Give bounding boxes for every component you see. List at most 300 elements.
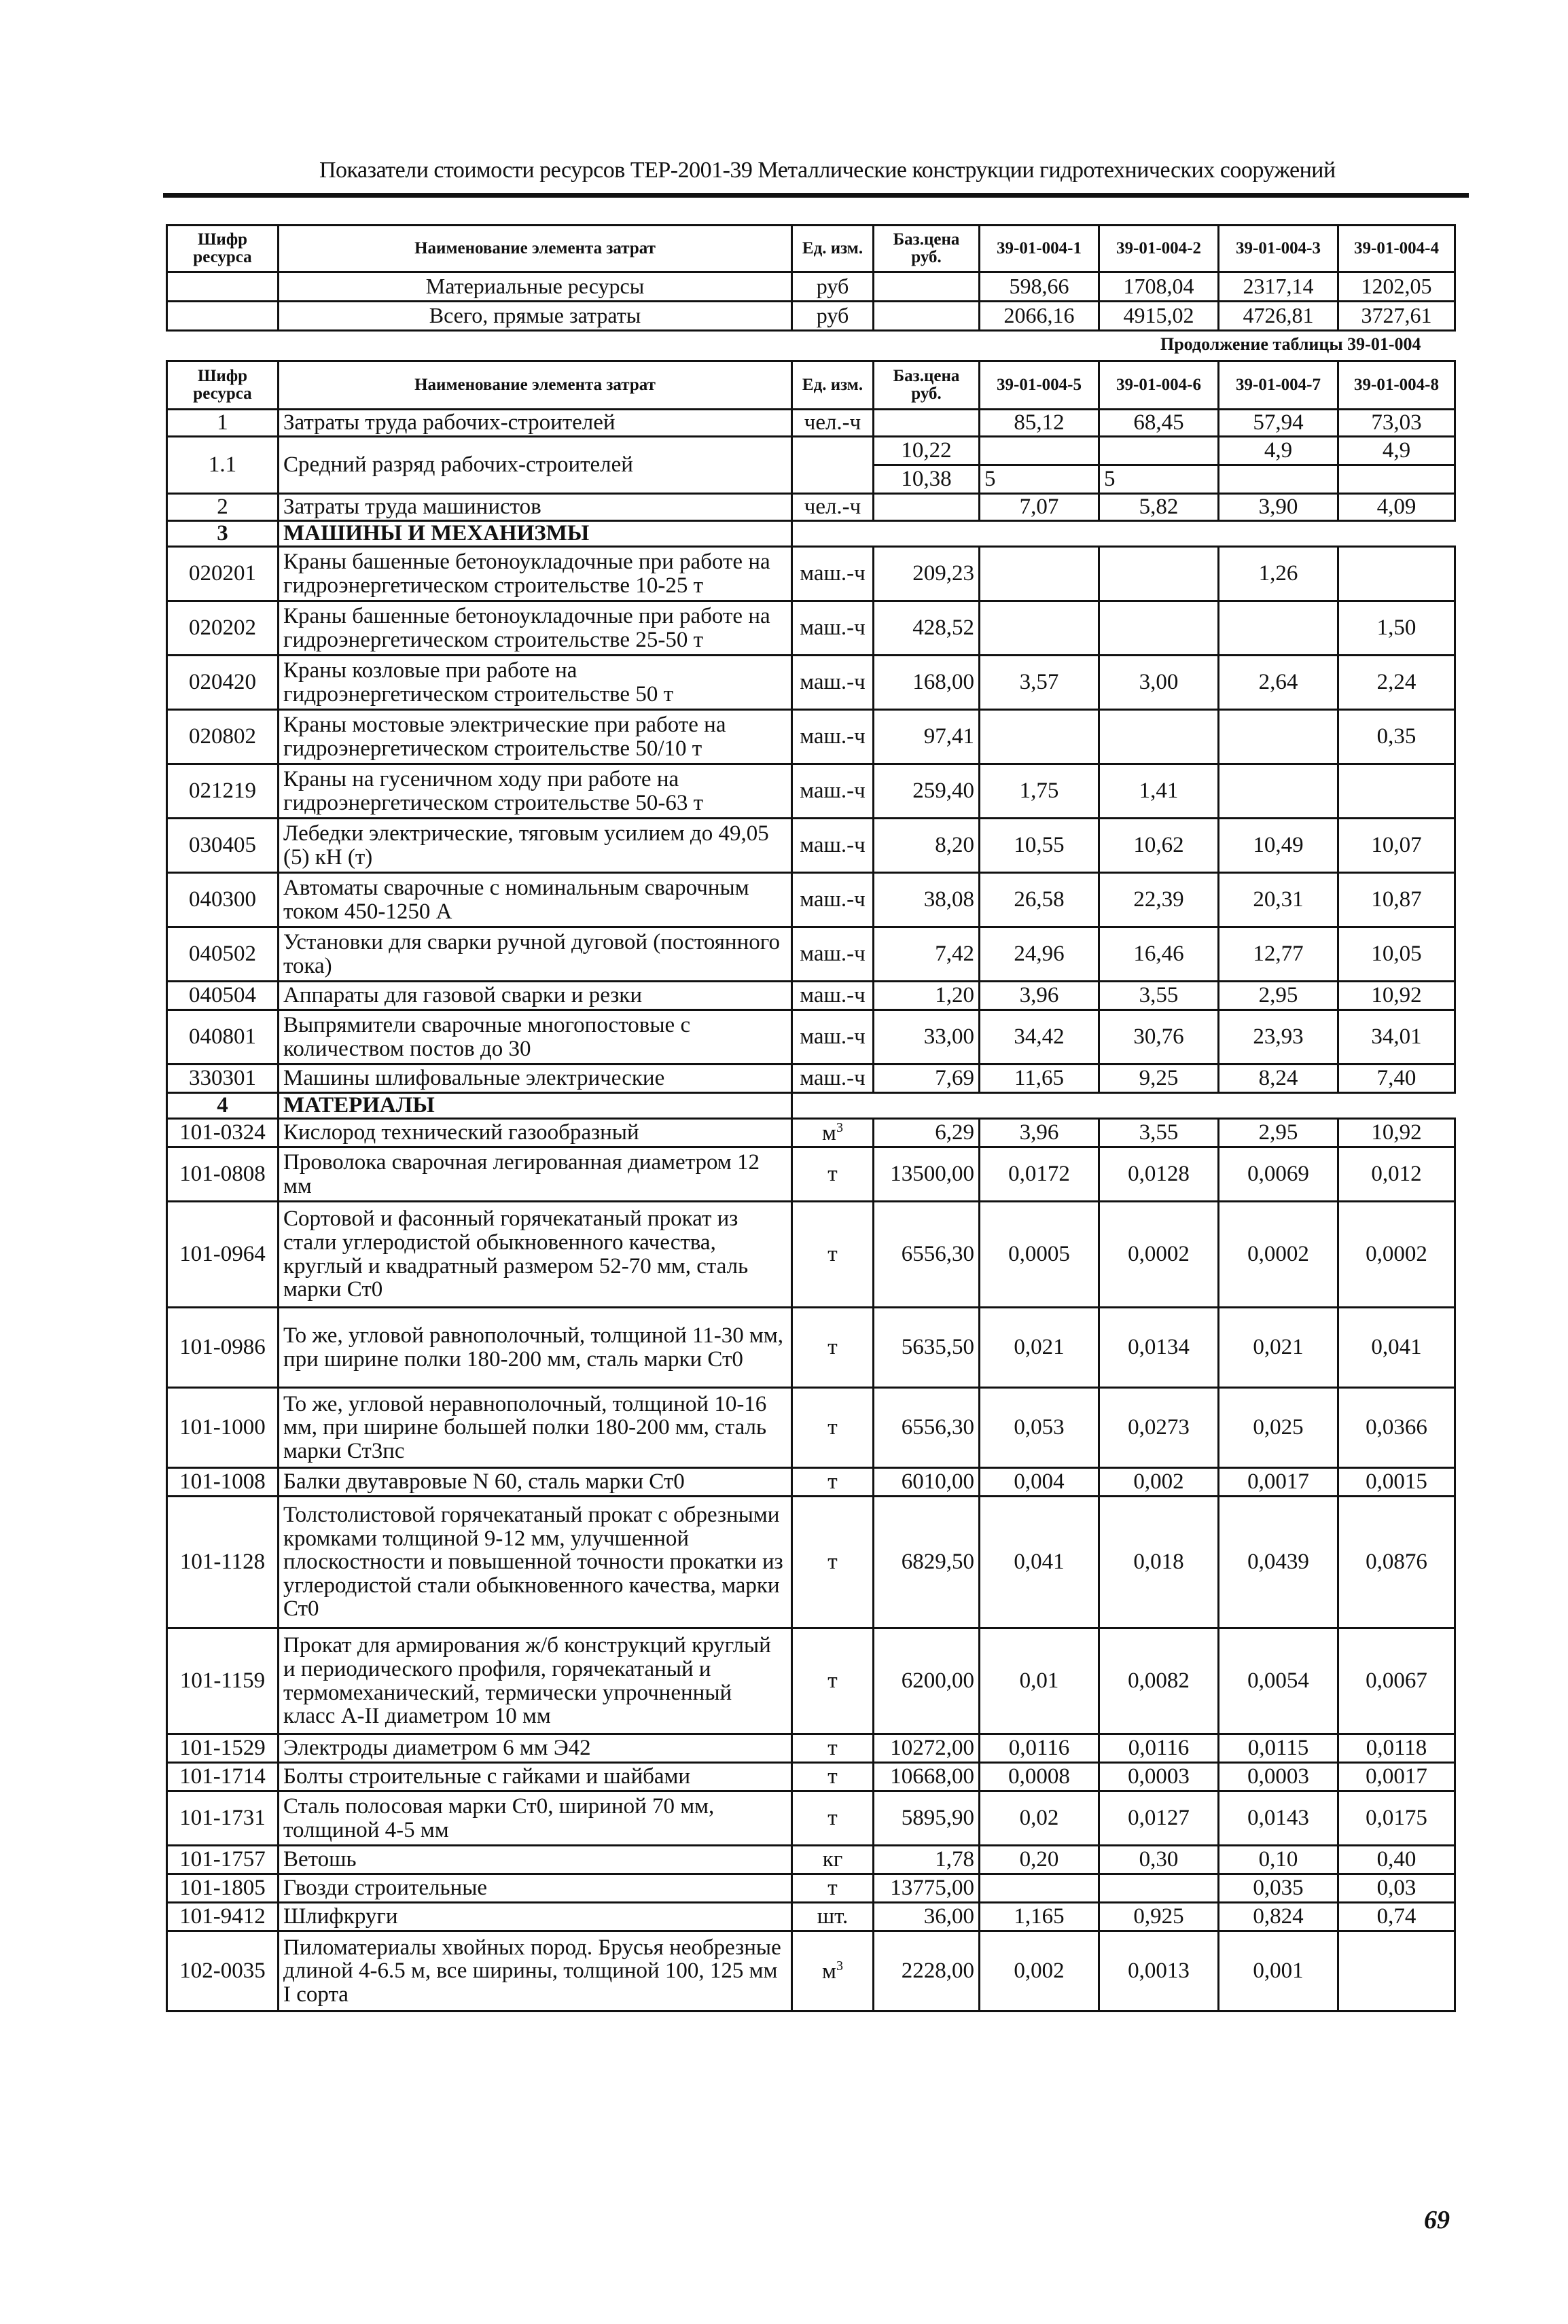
name-cell: Ветошь — [279, 1846, 792, 1874]
empty-cell — [1099, 521, 1219, 547]
value-cell: 1708,04 — [1099, 272, 1219, 302]
value-cell: 0,0067 — [1338, 1628, 1455, 1734]
value-cell: 0,002 — [980, 1931, 1099, 2012]
value-cell: 0,0172 — [980, 1147, 1099, 1202]
price-cell: 6556,30 — [874, 1388, 980, 1468]
unit-cell — [792, 1846, 874, 1874]
value-cell — [980, 1874, 1099, 1903]
value-cell: 0,0366 — [1338, 1388, 1455, 1468]
value-cell: 0,0273 — [1099, 1388, 1219, 1468]
price-cell: 2228,00 — [874, 1931, 980, 2012]
name-cell: Затраты труда рабочих-строителей — [279, 410, 792, 437]
unit-text: маш.-ч — [800, 779, 866, 804]
value-cell: 0,03 — [1338, 1874, 1455, 1903]
code-cell — [167, 272, 279, 302]
value-cell: 34,01 — [1338, 1010, 1455, 1065]
value-cell: 5 — [980, 465, 1099, 494]
code-cell: 101-9412 — [167, 1903, 279, 1931]
table-row — [167, 710, 1455, 764]
name-cell: Аппараты для газовой сварки и резки — [279, 982, 792, 1010]
value-cell — [1099, 547, 1219, 601]
empty-cell — [1219, 521, 1338, 547]
table-row — [167, 1119, 1455, 1147]
name-cell: Средний разряд рабочих-строителей — [279, 437, 792, 494]
header-cell: 39-01-004-3 — [1219, 226, 1338, 272]
empty-cell — [1338, 1093, 1455, 1119]
value-cell: 0,0116 — [980, 1734, 1099, 1763]
code-cell: 030405 — [167, 819, 279, 873]
price-cell: 97,41 — [874, 710, 980, 764]
code-cell: 101-0324 — [167, 1119, 279, 1147]
name-cell: Машины шлифовальные электрические — [279, 1065, 792, 1093]
value-cell: 3,96 — [980, 982, 1099, 1010]
unit-text: маш.-ч — [800, 833, 866, 858]
name-cell: Кислород технический газообразный — [279, 1119, 792, 1147]
empty-cell — [1338, 521, 1455, 547]
empty-cell — [874, 521, 980, 547]
value-cell: 0,40 — [1338, 1846, 1455, 1874]
header-cell: 39-01-004-1 — [980, 226, 1099, 272]
name-cell: Проволока сварочная легированная диаметром 12 мм — [279, 1147, 792, 1202]
unit-text: маш.-ч — [800, 561, 866, 586]
price-cell: 10,22 — [874, 437, 980, 465]
value-cell — [1099, 1874, 1219, 1903]
value-cell: 3,90 — [1219, 494, 1338, 521]
empty-cell — [980, 1093, 1099, 1119]
table-row — [167, 1147, 1455, 1202]
code-cell: 020202 — [167, 601, 279, 656]
unit-cell — [792, 656, 874, 710]
table-row — [167, 1903, 1455, 1931]
table-row — [167, 1388, 1455, 1468]
unit-cell — [792, 1874, 874, 1903]
value-cell: 0,0175 — [1338, 1791, 1455, 1846]
code-cell: 330301 — [167, 1065, 279, 1093]
value-cell — [1099, 437, 1219, 465]
value-cell: 2,95 — [1219, 1119, 1338, 1147]
header-cell: Наименование элемента затрат — [279, 226, 792, 272]
table-row — [167, 1628, 1455, 1734]
unit-text: м — [822, 1959, 836, 1984]
section-number: 4 — [167, 1093, 279, 1119]
name-cell: Автоматы сварочные с номинальным сварочным током 450-1250 А — [279, 873, 792, 927]
name-cell: Гвозди строительные — [279, 1874, 792, 1903]
unit-text: маш.-ч — [800, 724, 866, 749]
value-cell: 4726,81 — [1219, 302, 1338, 331]
value-cell — [1099, 710, 1219, 764]
name-cell: Установки для сварки ручной дуговой (постоянного тока) — [279, 927, 792, 982]
value-cell: 0,0128 — [1099, 1147, 1219, 1202]
value-cell: 4915,02 — [1099, 302, 1219, 331]
code-cell: 101-0808 — [167, 1147, 279, 1202]
unit-cell — [792, 1010, 874, 1065]
price-cell: 36,00 — [874, 1903, 980, 1931]
code-cell: 020201 — [167, 547, 279, 601]
value-cell: 3,00 — [1099, 656, 1219, 710]
price-cell: 10272,00 — [874, 1734, 980, 1763]
value-cell — [980, 437, 1099, 465]
table-row — [167, 1846, 1455, 1874]
value-cell: 2066,16 — [980, 302, 1099, 331]
unit-text: м — [822, 1120, 836, 1145]
value-cell: 0,0005 — [980, 1202, 1099, 1308]
unit-text: маш.-ч — [800, 1024, 866, 1050]
price-cell: 6,29 — [874, 1119, 980, 1147]
code-cell — [167, 302, 279, 331]
value-cell: 0,0115 — [1219, 1734, 1338, 1763]
value-cell: 10,05 — [1338, 927, 1455, 982]
price-cell — [874, 272, 980, 302]
section-number: 3 — [167, 521, 279, 547]
code-cell: 101-1008 — [167, 1468, 279, 1497]
value-cell: 0,0054 — [1219, 1628, 1338, 1734]
unit-superscript: 3 — [836, 1120, 843, 1135]
value-cell: 1,75 — [980, 764, 1099, 819]
unit-cell — [792, 819, 874, 873]
name-cell: Толстолистовой горячекатаный прокат с обрезными кромками толщиной 9-12 мм, улучшенной плоскостности и повышенной точности прокатки из углеродистой стали обыкновенного качества, марки Ст0 — [279, 1497, 792, 1628]
unit-text: т — [827, 1415, 838, 1440]
main-header-row — [167, 361, 1455, 410]
value-cell — [1099, 601, 1219, 656]
value-cell: 0,041 — [980, 1497, 1099, 1628]
code-cell: 1 — [167, 410, 279, 437]
value-cell: 85,12 — [980, 410, 1099, 437]
name-cell: Сортовой и фасонный горячекатаный прокат из стали углеродистой обыкновенного качества, круглый и квадратный размером 52-70 мм, сталь марки Ст0 — [279, 1202, 792, 1308]
table-row — [167, 1791, 1455, 1846]
unit-cell — [792, 1931, 874, 2012]
value-cell — [1338, 1931, 1455, 2012]
price-cell: 5895,90 — [874, 1791, 980, 1846]
value-cell: 0,0015 — [1338, 1468, 1455, 1497]
code-cell: 101-1128 — [167, 1497, 279, 1628]
table-row — [167, 437, 1455, 465]
name-cell: Электроды диаметром 6 мм Э42 — [279, 1734, 792, 1763]
unit-superscript: 3 — [836, 1958, 843, 1973]
value-cell: 10,92 — [1338, 1119, 1455, 1147]
header-cell: 39-01-004-6 — [1099, 361, 1219, 410]
unit-cell: руб — [792, 302, 874, 331]
value-cell: 12,77 — [1219, 927, 1338, 982]
value-cell: 0,004 — [980, 1468, 1099, 1497]
page-number: 69 — [1424, 2206, 1450, 2234]
value-cell: 2317,14 — [1219, 272, 1338, 302]
value-cell: 598,66 — [980, 272, 1099, 302]
header-cell: Ед. изм. — [792, 226, 874, 272]
value-cell: 22,39 — [1099, 873, 1219, 927]
code-cell: 101-1757 — [167, 1846, 279, 1874]
value-cell: 0,0017 — [1219, 1468, 1338, 1497]
value-cell: 3727,61 — [1338, 302, 1455, 331]
value-cell: 0,824 — [1219, 1903, 1338, 1931]
unit-text: маш.-ч — [800, 887, 866, 912]
code-cell: 101-1805 — [167, 1874, 279, 1903]
value-cell: 24,96 — [980, 927, 1099, 982]
unit-text: маш.-ч — [800, 670, 866, 695]
price-cell: 168,00 — [874, 656, 980, 710]
name-cell: То же, угловой равнополочный, толщиной 11-30 мм, при ширине полки 180-200 мм, сталь марки Ст0 — [279, 1308, 792, 1388]
value-cell: 0,021 — [1219, 1308, 1338, 1388]
value-cell: 0,925 — [1099, 1903, 1219, 1931]
unit-cell — [792, 710, 874, 764]
table-row — [167, 1497, 1455, 1628]
value-cell — [1338, 465, 1455, 494]
section-title: МАШИНЫ И МЕХАНИЗМЫ — [279, 521, 792, 547]
unit-cell — [792, 1065, 874, 1093]
table-row — [167, 1065, 1455, 1093]
continuation-label: Продолжение таблицы 39-01-004 — [1160, 334, 1421, 354]
header-cell: 39-01-004-2 — [1099, 226, 1219, 272]
value-cell: 73,03 — [1338, 410, 1455, 437]
unit-cell — [792, 1734, 874, 1763]
value-cell: 0,041 — [1338, 1308, 1455, 1388]
value-cell: 0,30 — [1099, 1846, 1219, 1874]
value-cell: 0,74 — [1338, 1903, 1455, 1931]
header-cell: Ед. изм. — [792, 361, 874, 410]
unit-cell — [792, 601, 874, 656]
price-cell: 6200,00 — [874, 1628, 980, 1734]
code-cell: 040504 — [167, 982, 279, 1010]
value-cell — [1219, 465, 1338, 494]
value-cell: 23,93 — [1219, 1010, 1338, 1065]
header-cell: Шифр ресурса — [167, 361, 279, 410]
value-cell: 0,0127 — [1099, 1791, 1219, 1846]
value-cell: 0,02 — [980, 1791, 1099, 1846]
value-cell: 10,07 — [1338, 819, 1455, 873]
unit-cell: чел.-ч — [792, 410, 874, 437]
empty-cell — [874, 1093, 980, 1119]
name-cell: Затраты труда машинистов — [279, 494, 792, 521]
code-cell: 101-1159 — [167, 1628, 279, 1734]
unit-cell — [792, 1308, 874, 1388]
name-cell: Материальные ресурсы — [279, 272, 792, 302]
summary-header-row — [167, 226, 1455, 272]
value-cell: 0,025 — [1219, 1388, 1338, 1468]
table-row — [167, 1468, 1455, 1497]
name-cell: Балки двутавровые N 60, сталь марки Ст0 — [279, 1468, 792, 1497]
value-cell: 0,0118 — [1338, 1734, 1455, 1763]
unit-text: т — [827, 1876, 838, 1901]
value-cell — [1219, 764, 1338, 819]
unit-text: маш.-ч — [800, 983, 866, 1008]
value-cell: 5,82 — [1099, 494, 1219, 521]
name-cell: Болты строительные с гайками и шайбами — [279, 1763, 792, 1791]
value-cell: 10,92 — [1338, 982, 1455, 1010]
header-cell: 39-01-004-5 — [980, 361, 1099, 410]
price-cell: 8,20 — [874, 819, 980, 873]
value-cell: 0,018 — [1099, 1497, 1219, 1628]
header-cell: Баз.цена руб. — [874, 226, 980, 272]
value-cell: 0,0002 — [1338, 1202, 1455, 1308]
table-row — [167, 547, 1455, 601]
unit-cell — [792, 1202, 874, 1308]
value-cell: 0,053 — [980, 1388, 1099, 1468]
code-cell: 101-1714 — [167, 1763, 279, 1791]
unit-cell — [792, 437, 874, 494]
code-cell: 040300 — [167, 873, 279, 927]
empty-cell — [792, 521, 874, 547]
value-cell: 1,41 — [1099, 764, 1219, 819]
value-cell: 7,07 — [980, 494, 1099, 521]
value-cell: 3,55 — [1099, 1119, 1219, 1147]
unit-text: т — [827, 1806, 838, 1831]
value-cell: 10,62 — [1099, 819, 1219, 873]
name-cell: Краны мостовые электрические при работе на гидроэнергетическом строительстве 50/10 т — [279, 710, 792, 764]
price-cell — [874, 494, 980, 521]
price-cell — [874, 302, 980, 331]
value-cell — [980, 601, 1099, 656]
name-cell: Краны башенные бетоноукладочные при работе на гидроэнергетическом строительстве 10-25 т — [279, 547, 792, 601]
value-cell: 0,01 — [980, 1628, 1099, 1734]
name-cell: То же, угловой неравнополочный, толщиной 10-16 мм, при ширине большей полки 180-200 мм, сталь марки Ст3пс — [279, 1388, 792, 1468]
table-row — [167, 302, 1455, 331]
value-cell: 0,10 — [1219, 1846, 1338, 1874]
name-cell: Выпрямители сварочные многопостовые с количеством постов до 30 — [279, 1010, 792, 1065]
unit-cell — [792, 927, 874, 982]
unit-cell — [792, 1763, 874, 1791]
value-cell — [1219, 601, 1338, 656]
unit-cell — [792, 1468, 874, 1497]
code-cell: 040801 — [167, 1010, 279, 1065]
code-cell: 2 — [167, 494, 279, 521]
value-cell: 10,55 — [980, 819, 1099, 873]
value-cell: 10,87 — [1338, 873, 1455, 927]
table-row — [167, 410, 1455, 437]
table-row — [167, 1010, 1455, 1065]
value-cell: 34,42 — [980, 1010, 1099, 1065]
price-cell: 7,42 — [874, 927, 980, 982]
value-cell: 26,58 — [980, 873, 1099, 927]
table-row — [167, 819, 1455, 873]
header-cell: 39-01-004-4 — [1338, 226, 1455, 272]
header-rule — [163, 193, 1469, 198]
header-cell: Наименование элемента затрат — [279, 361, 792, 410]
code-cell: 101-0964 — [167, 1202, 279, 1308]
unit-text: маш.-ч — [800, 942, 866, 967]
value-cell: 0,0003 — [1099, 1763, 1219, 1791]
price-cell: 6829,50 — [874, 1497, 980, 1628]
unit-text: кг — [822, 1847, 843, 1872]
value-cell — [1338, 547, 1455, 601]
price-cell: 7,69 — [874, 1065, 980, 1093]
price-cell: 5635,50 — [874, 1308, 980, 1388]
unit-text: т — [827, 1335, 838, 1360]
unit-cell — [792, 982, 874, 1010]
value-cell: 0,0134 — [1099, 1308, 1219, 1388]
empty-cell — [792, 1093, 874, 1119]
resources-table — [166, 360, 1456, 2012]
value-cell: 11,65 — [980, 1065, 1099, 1093]
price-cell: 13775,00 — [874, 1874, 980, 1903]
price-cell: 33,00 — [874, 1010, 980, 1065]
value-cell — [1219, 710, 1338, 764]
unit-cell — [792, 764, 874, 819]
value-cell: 0,035 — [1219, 1874, 1338, 1903]
page-header: Показатели стоимости ресурсов ТЕР-2001-39 Металлические конструкции гидротехнических сооружений — [319, 158, 1336, 183]
code-cell: 101-1529 — [167, 1734, 279, 1763]
unit-text: т — [827, 1736, 838, 1761]
price-cell: 38,08 — [874, 873, 980, 927]
unit-text: т — [827, 1764, 838, 1789]
value-cell: 57,94 — [1219, 410, 1338, 437]
value-cell: 68,45 — [1099, 410, 1219, 437]
name-cell: Пиломатериалы хвойных пород. Брусья необрезные длиной 4-6.5 м, все ширины, толщиной 100, 125 мм I сорта — [279, 1931, 792, 2012]
value-cell: 3,96 — [980, 1119, 1099, 1147]
unit-text: шт. — [817, 1904, 849, 1929]
unit-cell — [792, 1147, 874, 1202]
table-row — [167, 1734, 1455, 1763]
value-cell: 1,165 — [980, 1903, 1099, 1931]
summary-table — [166, 224, 1456, 332]
value-cell: 0,0017 — [1338, 1763, 1455, 1791]
value-cell: 0,35 — [1338, 710, 1455, 764]
header-cell: 39-01-004-7 — [1219, 361, 1338, 410]
table-row — [167, 1931, 1455, 2012]
table-row — [167, 873, 1455, 927]
unit-cell — [792, 1119, 874, 1147]
code-cell: 040502 — [167, 927, 279, 982]
table-row — [167, 601, 1455, 656]
name-cell: Прокат для армирования ж/б конструкций круглый и периодического профиля, горячекатаный и термомеханический, термически упрочненный класс А-II диаметром 10 мм — [279, 1628, 792, 1734]
unit-cell — [792, 1388, 874, 1468]
value-cell — [1338, 764, 1455, 819]
header-cell: 39-01-004-8 — [1338, 361, 1455, 410]
unit-text: маш.-ч — [800, 1066, 866, 1091]
unit-cell: чел.-ч — [792, 494, 874, 521]
price-cell: 10,38 — [874, 465, 980, 494]
name-cell: Краны на гусеничном ходу при работе на гидроэнергетическом строительстве 50-63 т — [279, 764, 792, 819]
value-cell: 4,9 — [1219, 437, 1338, 465]
table-row — [167, 927, 1455, 982]
table-row — [167, 1874, 1455, 1903]
price-cell: 1,78 — [874, 1846, 980, 1874]
code-cell: 1.1 — [167, 437, 279, 494]
value-cell: 0,0003 — [1219, 1763, 1338, 1791]
price-cell: 428,52 — [874, 601, 980, 656]
code-cell: 020420 — [167, 656, 279, 710]
price-cell: 6010,00 — [874, 1468, 980, 1497]
name-cell: Краны башенные бетоноукладочные при работе на гидроэнергетическом строительстве 25-50 т — [279, 601, 792, 656]
value-cell: 2,64 — [1219, 656, 1338, 710]
value-cell: 3,57 — [980, 656, 1099, 710]
value-cell: 7,40 — [1338, 1065, 1455, 1093]
value-cell: 0,20 — [980, 1846, 1099, 1874]
price-cell: 209,23 — [874, 547, 980, 601]
value-cell: 0,0008 — [980, 1763, 1099, 1791]
price-cell: 259,40 — [874, 764, 980, 819]
value-cell: 0,0116 — [1099, 1734, 1219, 1763]
table-row — [167, 982, 1455, 1010]
unit-cell — [792, 1628, 874, 1734]
value-cell: 0,0143 — [1219, 1791, 1338, 1846]
value-cell: 4,9 — [1338, 437, 1455, 465]
name-cell: Всего, прямые затраты — [279, 302, 792, 331]
empty-cell — [980, 521, 1099, 547]
value-cell: 0,0082 — [1099, 1628, 1219, 1734]
name-cell: Шлифкруги — [279, 1903, 792, 1931]
name-cell: Сталь полосовая марки Ст0, шириной 70 мм, толщиной 4-5 мм — [279, 1791, 792, 1846]
value-cell: 3,55 — [1099, 982, 1219, 1010]
section-row — [167, 1093, 1455, 1119]
code-cell: 020802 — [167, 710, 279, 764]
name-cell: Краны козловые при работе на гидроэнергетическом строительстве 50 т — [279, 656, 792, 710]
name-cell: Лебедки электрические, тяговым усилием до 49,05 (5) кН (т) — [279, 819, 792, 873]
table-row — [167, 1763, 1455, 1791]
price-cell: 10668,00 — [874, 1763, 980, 1791]
table-row — [167, 656, 1455, 710]
value-cell: 2,24 — [1338, 656, 1455, 710]
price-cell: 1,20 — [874, 982, 980, 1010]
value-cell: 30,76 — [1099, 1010, 1219, 1065]
